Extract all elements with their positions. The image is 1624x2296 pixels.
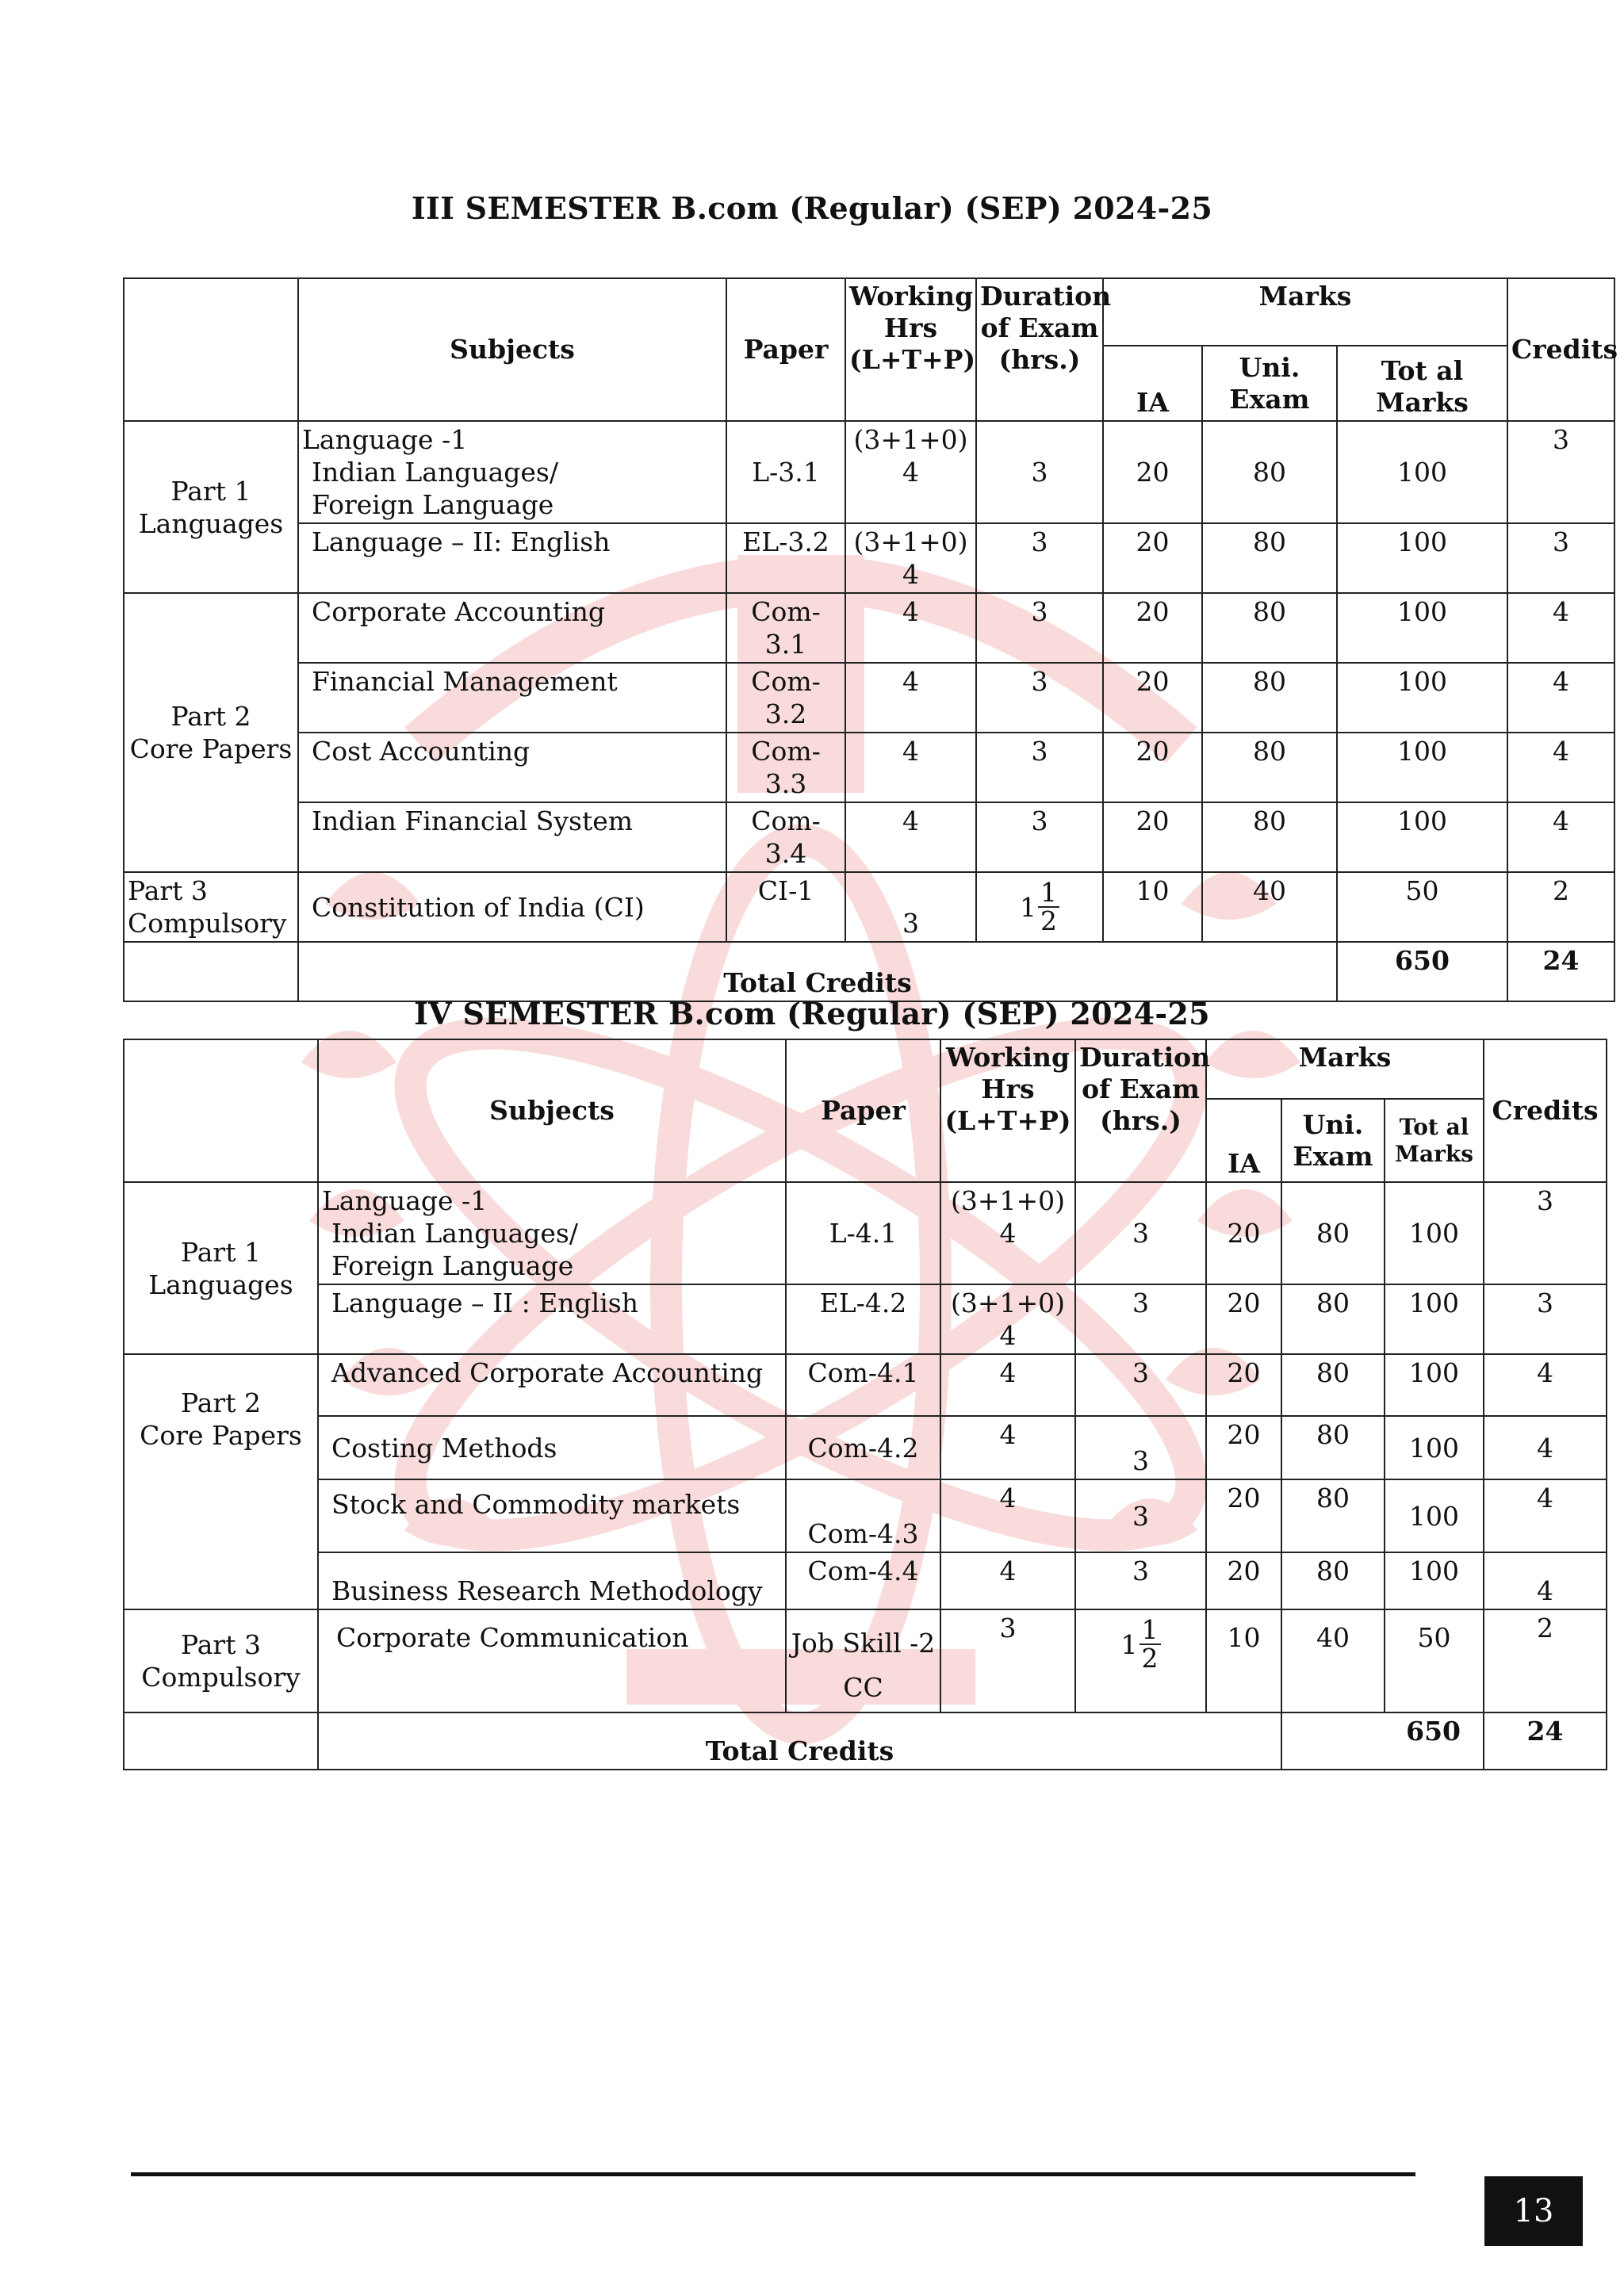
paper-cell: Com-3.2 bbox=[726, 663, 845, 733]
part-1-label: Part 1 Languages bbox=[124, 421, 298, 593]
ia-cell: 20 bbox=[1103, 802, 1202, 872]
subject-cell: Corporate Accounting bbox=[298, 593, 726, 663]
ia-cell: 20 bbox=[1103, 593, 1202, 663]
credits-cell: 4 bbox=[1484, 1552, 1607, 1609]
ia-cell: 20 bbox=[1103, 733, 1202, 802]
duration-cell: 3 bbox=[976, 523, 1103, 593]
table-row bbox=[124, 802, 1614, 872]
duration-cell: 3 bbox=[976, 733, 1103, 802]
hours-cell: (3+1+0) 4 bbox=[940, 1182, 1075, 1284]
table-row bbox=[124, 523, 1614, 593]
subject-cell: Cost Accounting bbox=[298, 733, 726, 802]
subject-cell: Constitution of India (CI) bbox=[298, 872, 726, 942]
total-row bbox=[124, 942, 1614, 1001]
total-marks-cell: 100 bbox=[1337, 421, 1507, 523]
part-1-label: Part 1 Languages bbox=[124, 1182, 318, 1354]
semester-3-title: III SEMESTER B.com (Regular) (SEP) 2024-25 bbox=[411, 190, 1213, 226]
hours-cell: 4 bbox=[940, 1552, 1075, 1609]
credits-cell: 2 bbox=[1507, 872, 1614, 942]
table-row bbox=[124, 1182, 1607, 1284]
uni-exam-cell: 80 bbox=[1202, 523, 1337, 593]
table-header-row bbox=[124, 1039, 1607, 1099]
subject-cell: Financial Management bbox=[298, 663, 726, 733]
ia-header: IA bbox=[1206, 1099, 1281, 1182]
uni-exam-cell: 80 bbox=[1202, 593, 1337, 663]
marks-header: Marks bbox=[1103, 278, 1507, 346]
credits-header: Credits bbox=[1507, 278, 1614, 421]
total-marks-cell: 100 bbox=[1385, 1182, 1484, 1284]
credits-cell: 4 bbox=[1484, 1479, 1607, 1552]
part-3-label: Part 3 Compulsory bbox=[124, 872, 298, 942]
uni-exam-cell: 80 bbox=[1202, 663, 1337, 733]
ia-cell: 20 bbox=[1103, 421, 1202, 523]
semester-3-table bbox=[123, 277, 1618, 1002]
paper-cell: EL-4.2 bbox=[786, 1284, 940, 1354]
hours-cell: 4 bbox=[940, 1479, 1075, 1552]
credits-header: Credits bbox=[1484, 1039, 1607, 1182]
uni-exam-header: Uni. Exam bbox=[1281, 1099, 1385, 1182]
table-row bbox=[124, 1552, 1607, 1609]
hours-cell: 4 bbox=[845, 593, 976, 663]
uni-exam-header: Uni. Exam bbox=[1202, 346, 1337, 421]
blank-header-cell bbox=[124, 278, 298, 421]
subject-cell: Corporate Communication bbox=[318, 1609, 786, 1712]
footer-rule bbox=[131, 2172, 1415, 2176]
total-marks-cell: 100 bbox=[1385, 1354, 1484, 1416]
uni-exam-cell: 80 bbox=[1281, 1479, 1385, 1552]
subject-cell: Language – II: English bbox=[298, 523, 726, 593]
table-row bbox=[124, 1479, 1607, 1552]
duration-header: Duration of Exam (hrs.) bbox=[976, 278, 1103, 421]
duration-cell: 3 bbox=[1075, 1354, 1206, 1416]
subjects-header: Subjects bbox=[298, 278, 726, 421]
blank-header-cell bbox=[124, 1039, 318, 1182]
duration-cell: 3 bbox=[1075, 1284, 1206, 1354]
hours-cell: 4 bbox=[845, 802, 976, 872]
uni-exam-cell: 80 bbox=[1281, 1416, 1385, 1479]
duration-cell: 3 bbox=[1075, 1552, 1206, 1609]
table-row bbox=[124, 421, 1614, 523]
hours-cell: 4 bbox=[845, 663, 976, 733]
total-marks-cell: 100 bbox=[1337, 733, 1507, 802]
duration-cell: 1 $\frac{1}{2}$ bbox=[976, 872, 1103, 942]
working-hrs-header: Working Hrs (L+T+P) bbox=[845, 278, 976, 421]
semester-4-title: IV SEMESTER B.com (Regular) (SEP) 2024-25 bbox=[414, 996, 1210, 1031]
paper-cell: Com-4.2 bbox=[786, 1416, 940, 1479]
total-marks-cell: 100 bbox=[1337, 523, 1507, 593]
table-row bbox=[124, 872, 1614, 942]
credits-cell: 4 bbox=[1507, 733, 1614, 802]
table-row bbox=[124, 1284, 1607, 1354]
total-marks-value: 650 bbox=[1337, 942, 1507, 1001]
uni-exam-cell: 80 bbox=[1281, 1354, 1385, 1416]
blank-cell bbox=[124, 1712, 318, 1770]
blank-cell bbox=[124, 942, 298, 1001]
subject-cell: Language -1 Indian Languages/ Foreign Language bbox=[298, 421, 726, 523]
hours-cell: 4 bbox=[940, 1354, 1075, 1416]
credits-cell: 4 bbox=[1507, 593, 1614, 663]
total-marks-cell: 100 bbox=[1385, 1552, 1484, 1609]
ia-cell: 20 bbox=[1206, 1182, 1281, 1284]
duration-cell: 3 bbox=[976, 421, 1103, 523]
hours-cell: 3 bbox=[940, 1609, 1075, 1712]
credits-cell: 3 bbox=[1484, 1284, 1607, 1354]
hours-cell: 4 bbox=[845, 733, 976, 802]
uni-exam-cell: 40 bbox=[1281, 1609, 1385, 1712]
paper-cell: CI-1 bbox=[726, 872, 845, 942]
marks-header: Marks bbox=[1206, 1039, 1484, 1099]
paper-header: Paper bbox=[786, 1039, 940, 1182]
subjects-header: Subjects bbox=[318, 1039, 786, 1182]
uni-exam-cell: 80 bbox=[1202, 733, 1337, 802]
subject-cell: Business Research Methodology bbox=[318, 1552, 786, 1609]
paper-cell: Com-3.3 bbox=[726, 733, 845, 802]
paper-cell: Com-4.1 bbox=[786, 1354, 940, 1416]
subject-cell: Language -1 Indian Languages/ Foreign Language bbox=[318, 1182, 786, 1284]
paper-cell: EL-3.2 bbox=[726, 523, 845, 593]
credits-cell: 4 bbox=[1484, 1354, 1607, 1416]
ia-header: IA bbox=[1103, 346, 1202, 421]
total-marks-cell: 100 bbox=[1337, 593, 1507, 663]
duration-cell: 3 bbox=[976, 593, 1103, 663]
uni-exam-cell: 40 bbox=[1202, 872, 1337, 942]
subject-cell: Costing Methods bbox=[318, 1416, 786, 1479]
total-credits-label: Total Credits bbox=[298, 942, 1337, 1001]
hours-cell: (3+1+0) 4 bbox=[845, 523, 976, 593]
total-credits-label: Total Credits bbox=[318, 1712, 1281, 1770]
duration-cell: 3 bbox=[976, 802, 1103, 872]
ia-cell: 20 bbox=[1206, 1416, 1281, 1479]
paper-cell: Job Skill -2 CC bbox=[786, 1609, 940, 1712]
subject-cell: Stock and Commodity markets bbox=[318, 1479, 786, 1552]
credits-cell: 2 bbox=[1484, 1609, 1607, 1712]
duration-cell: 3 bbox=[1075, 1416, 1206, 1479]
credits-cell: 3 bbox=[1507, 523, 1614, 593]
duration-header: Duration of Exam (hrs.) bbox=[1075, 1039, 1206, 1182]
total-marks-cell: 100 bbox=[1385, 1284, 1484, 1354]
ia-cell: 20 bbox=[1206, 1552, 1281, 1609]
paper-cell: L-3.1 bbox=[726, 421, 845, 523]
page-number: 13 bbox=[1484, 2176, 1583, 2246]
uni-exam-cell: 80 bbox=[1281, 1552, 1385, 1609]
hours-cell: (3+1+0) 4 bbox=[940, 1284, 1075, 1354]
hours-cell: 3 bbox=[845, 872, 976, 942]
paper-cell: Com-4.3 bbox=[786, 1479, 940, 1552]
table-row bbox=[124, 1354, 1607, 1416]
table-row bbox=[124, 733, 1614, 802]
paper-cell: L-4.1 bbox=[786, 1182, 940, 1284]
ia-cell: 20 bbox=[1103, 523, 1202, 593]
part-3-label: Part 3 Compulsory bbox=[124, 1609, 318, 1712]
ia-cell: 20 bbox=[1206, 1284, 1281, 1354]
credits-cell: 4 bbox=[1507, 802, 1614, 872]
semester-4-table bbox=[123, 1039, 1607, 1770]
duration-cell: 1 $\frac{1}{2}$ bbox=[1075, 1609, 1206, 1712]
total-marks-cell: 50 bbox=[1385, 1609, 1484, 1712]
paper-cell: Com-3.4 bbox=[726, 802, 845, 872]
total-marks-cell: 50 bbox=[1337, 872, 1507, 942]
subject-cell: Language – II : English bbox=[318, 1284, 786, 1354]
part-2-label: Part 2 Core Papers bbox=[124, 593, 298, 872]
ia-cell: 20 bbox=[1206, 1479, 1281, 1552]
ia-cell: 10 bbox=[1103, 872, 1202, 942]
working-hrs-header: Working Hrs (L+T+P) bbox=[940, 1039, 1075, 1182]
hours-cell: (3+1+0) 4 bbox=[845, 421, 976, 523]
credits-cell: 3 bbox=[1507, 421, 1614, 523]
table-row bbox=[124, 1609, 1607, 1712]
table-header-row bbox=[124, 278, 1614, 346]
table-row bbox=[124, 1416, 1607, 1479]
ia-cell: 20 bbox=[1103, 663, 1202, 733]
total-marks-cell: 100 bbox=[1385, 1416, 1484, 1479]
part-2-label: Part 2 Core Papers bbox=[124, 1354, 318, 1609]
uni-exam-cell: 80 bbox=[1202, 421, 1337, 523]
duration-cell: 3 bbox=[976, 663, 1103, 733]
ia-cell: 10 bbox=[1206, 1609, 1281, 1712]
total-marks-header: Tot al Marks bbox=[1385, 1099, 1484, 1182]
uni-exam-cell: 80 bbox=[1281, 1182, 1385, 1284]
duration-cell: 3 bbox=[1075, 1182, 1206, 1284]
uni-exam-cell: 80 bbox=[1202, 802, 1337, 872]
credits-cell: 4 bbox=[1484, 1416, 1607, 1479]
total-credits-value: 24 bbox=[1484, 1712, 1607, 1770]
hours-cell: 4 bbox=[940, 1416, 1075, 1479]
paper-cell: Com-3.1 bbox=[726, 593, 845, 663]
table-row bbox=[124, 663, 1614, 733]
credits-cell: 4 bbox=[1507, 663, 1614, 733]
total-marks-cell: 100 bbox=[1337, 802, 1507, 872]
ia-cell: 20 bbox=[1206, 1354, 1281, 1416]
table-row bbox=[124, 593, 1614, 663]
paper-cell: Com-4.4 bbox=[786, 1552, 940, 1609]
total-row bbox=[124, 1712, 1607, 1770]
subject-cell: Indian Financial System bbox=[298, 802, 726, 872]
total-marks-header: Tot al Marks bbox=[1337, 346, 1507, 421]
paper-header: Paper bbox=[726, 278, 845, 421]
credits-cell: 3 bbox=[1484, 1182, 1607, 1284]
total-marks-cell: 100 bbox=[1337, 663, 1507, 733]
uni-exam-cell: 80 bbox=[1281, 1284, 1385, 1354]
total-marks-value: 650 bbox=[1281, 1712, 1484, 1770]
duration-cell: 3 bbox=[1075, 1479, 1206, 1552]
total-credits-value: 24 bbox=[1507, 942, 1614, 1001]
subject-cell: Advanced Corporate Accounting bbox=[318, 1354, 786, 1416]
total-marks-cell: 100 bbox=[1385, 1479, 1484, 1552]
